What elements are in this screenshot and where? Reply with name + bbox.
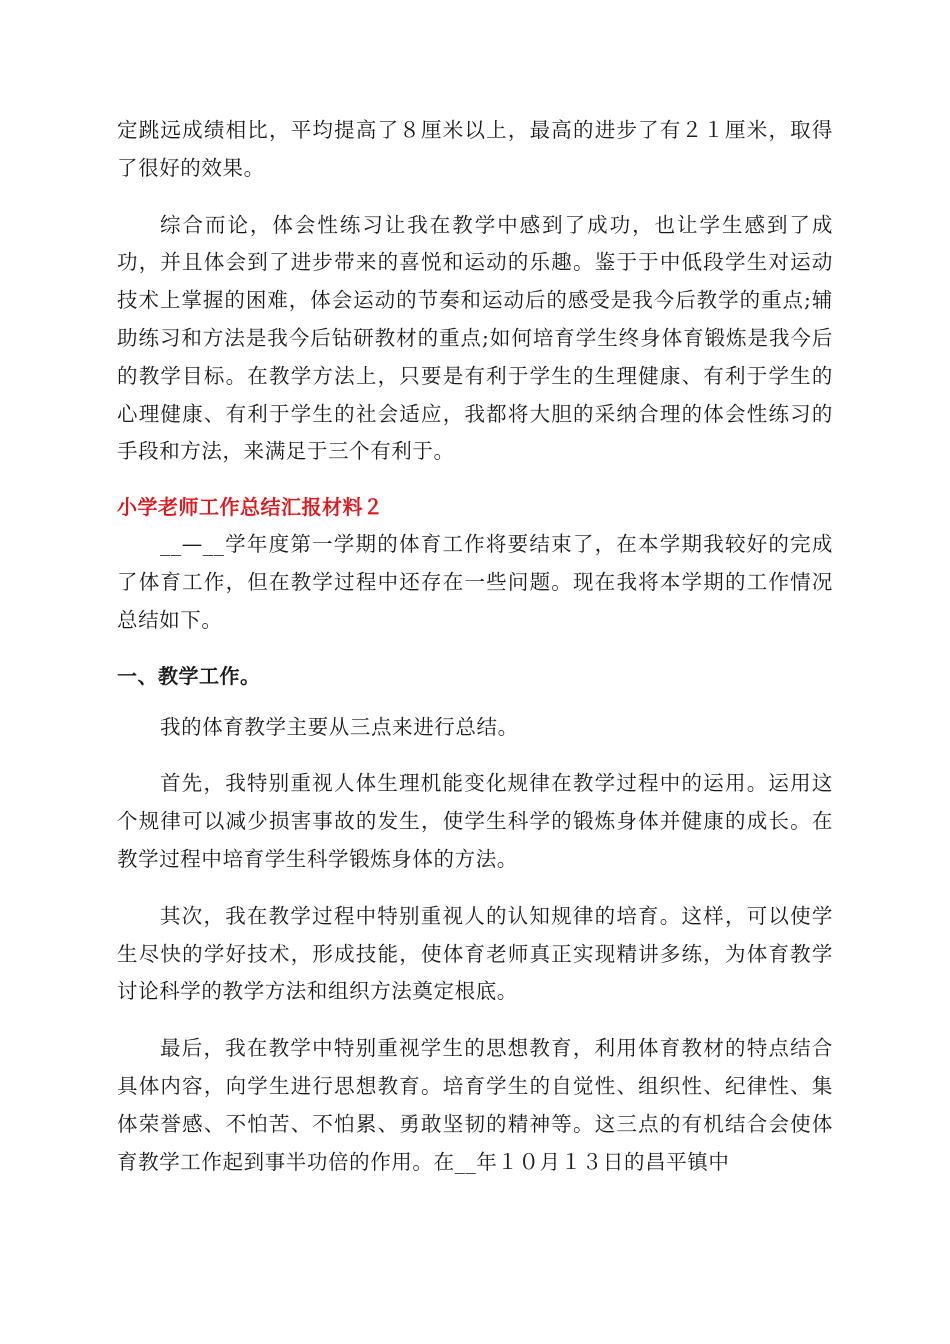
paragraph-summary: 综合而论，体会性练习让我在教学中感到了成功，也让学生感到了成功，并且体会到了进步带来的喜悦和运动的乐趣。鉴于于中低段学生对运动技术上掌握的困难，体会运动的节奏和运动后的感受是我今后教学的重点;辅助练习和方法是我今后钻研教材的重点;如何培育学生终身体育锻炼是我今后的教学目标。在教学方法上，只要是有利于学生的生理健康、有利于学生的心理健康、有利于学生的社会适应，我都将大胆的采纳合理的体会性练习的手段和方法，来满足于三个有利于。 [117, 212, 833, 464]
paragraph-intro: __—__学年度第一学期的体育工作将要结束了，在本学期我较好的完成了体育工作，但在教学过程中还存在一些问题。现在我将本学期的工作情况总结如下。 [117, 532, 833, 632]
sub-heading-teaching-work: 一、教学工作。 [117, 663, 261, 688]
paragraph-three-points: 我的体育教学主要从三点来进行总结。 [160, 714, 519, 739]
paragraph-first-point: 首先，我特别重视人体生理机能变化规律在教学过程中的运用。运用这个规律可以减少损害事故的发生，使学生科学的锻炼身体并健康的成长。在教学过程中培育学生科学锻炼身体的方法。 [117, 771, 833, 871]
paragraph-long-jump-result: 定跳远成绩相比，平均提高了８厘米以上，最高的进步了有２１厘米，取得了很好的效果。 [117, 118, 833, 180]
paragraph-second-point: 其次，我在教学过程中特别重视人的认知规律的培育。这样，可以使学生尽快的学好技术，形成技能，使体育老师真正实现精讲多练，为体育教学讨论科学的教学方法和组织方法奠定根底。 [117, 903, 833, 1004]
section-title: 小学老师工作总结汇报材料２ [117, 495, 384, 520]
paragraph-last-point: 最后，我在教学中特别重视学生的思想教育，利用体育教材的特点结合具体内容，向学生进行思想教育。培育学生的自觉性、组织性、纪律性、集体荣誉感、不怕苦、不怕累、勇敢坚韧的精神等。这三点的有机结合会使体育教学工作起到事半功倍的作用。在__年１０月１３日的昌平镇中 [117, 1036, 833, 1174]
document-page [117, 112, 833, 1181]
